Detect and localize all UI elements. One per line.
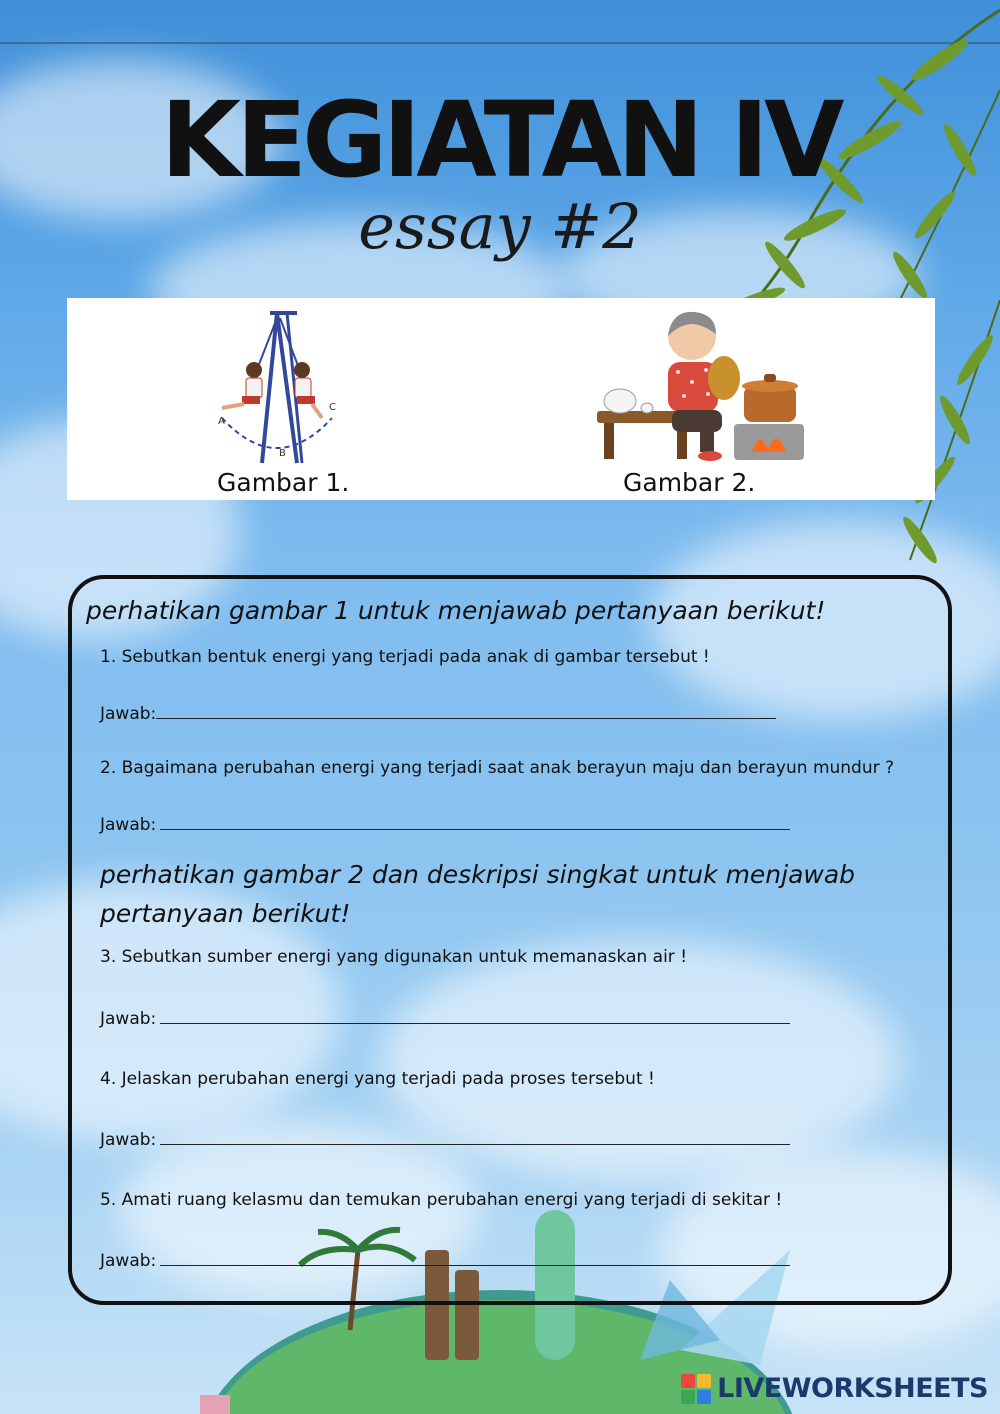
figures-panel: [67, 298, 935, 500]
logo-tile: [697, 1374, 711, 1388]
question-4: 4. Jelaskan perubahan energi yang terjadi pada proses tersebut !: [100, 1069, 655, 1089]
answer-3-line[interactable]: [160, 1009, 790, 1024]
logo-tile: [681, 1390, 695, 1404]
question-5: 5. Amati ruang kelasmu dan temukan perubahan energi yang terjadi di sekitar !: [100, 1190, 783, 1210]
figure2-caption: Gambar 2.: [623, 468, 756, 497]
logo-mark-icon: [681, 1374, 711, 1404]
point-label-b: B: [279, 448, 286, 459]
answer-label: Jawab:: [100, 815, 157, 835]
figure1-caption: Gambar 1.: [217, 468, 350, 497]
question-3: 3. Sebutkan sumber energi yang digunakan untuk memanaskan air !: [100, 947, 688, 967]
swing-illustration: [202, 308, 352, 468]
point-label-c: C: [329, 402, 336, 413]
cooking-illustration: [592, 306, 812, 466]
answer-4-line[interactable]: [160, 1130, 790, 1145]
section2-heading-line2: pertanyaan berikut!: [100, 898, 351, 928]
point-label-a: A: [218, 416, 225, 427]
page-subtitle: essay #2: [358, 190, 642, 263]
answer-row-3: [100, 1009, 790, 1029]
question-2: 2. Bagaimana perubahan energi yang terjadi saat anak berayun maju dan berayun mundur ?: [100, 758, 895, 778]
logo-tile: [681, 1374, 695, 1388]
page-title: KEGIATAN IV: [160, 79, 840, 201]
question-1: 1. Sebutkan bentuk energi yang terjadi pada anak di gambar tersebut !: [100, 647, 710, 667]
section2-heading-line1: perhatikan gambar 2 dan deskripsi singkat untuk menjawab: [100, 860, 856, 889]
brand-name: LIVEWORKSHEETS: [717, 1373, 988, 1404]
answer-label: Jawab:: [100, 1009, 157, 1029]
logo-tile: [697, 1390, 711, 1404]
liveworksheets-logo[interactable]: [681, 1373, 988, 1404]
section2-heading: [100, 856, 855, 934]
answer-row-5: [100, 1251, 790, 1271]
answer-label: Jawab:: [100, 1251, 157, 1271]
answer-5-line[interactable]: [160, 1251, 790, 1266]
answer-2-line[interactable]: [160, 815, 790, 830]
section1-heading: perhatikan gambar 1 untuk menjawab pertanyaan berikut!: [86, 596, 826, 625]
answer-row-2: [100, 815, 790, 835]
answer-label: Jawab:: [100, 1130, 157, 1150]
answer-row-4: [100, 1130, 790, 1150]
answer-1-line[interactable]: [156, 704, 776, 719]
answer-label: Jawab:: [100, 704, 157, 724]
answer-row-1: [100, 704, 776, 724]
